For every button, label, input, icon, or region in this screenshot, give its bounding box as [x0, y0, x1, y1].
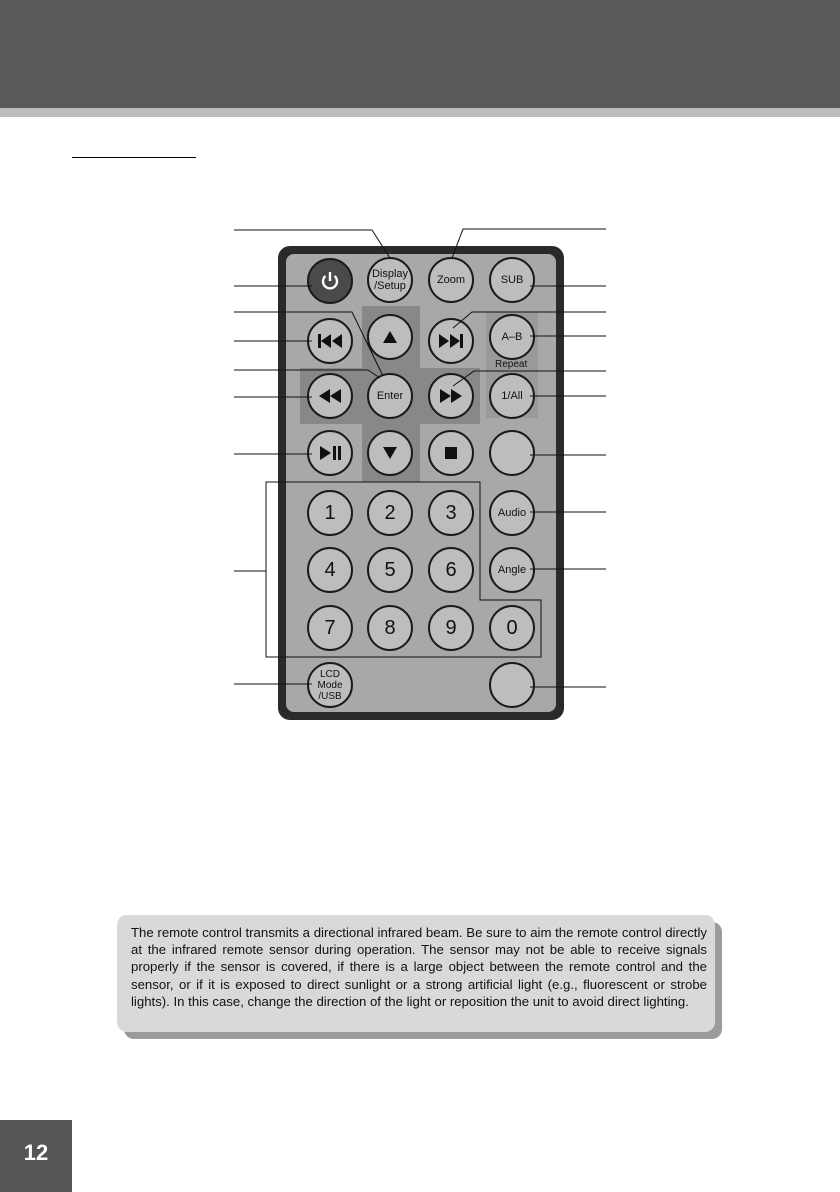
note-box — [117, 915, 715, 1032]
callout-bracket-number-keys — [266, 482, 541, 657]
digit-4-label: 4 — [324, 558, 336, 581]
digit-6-label: 6 — [445, 558, 457, 581]
angle-label: Angle — [497, 564, 527, 576]
page-number: 12 — [23, 1140, 49, 1165]
note-text: The remote control transmits a directional infrared beam. Be sure to aim the remote control directly at the infrared remote sensor during operation. The sensor may not be able to receive signals properly if the sensor is covered, if there is a large object between the remote control and the sensor, or if it is exposed to direct sunlight or a strong artificial light (e.g., fluorescent or strobe lights). In this case, change the direction of the light or reposition the unit to avoid direct lighting. — [131, 925, 707, 1009]
audio-label: Audio — [497, 507, 527, 519]
digit-9-label: 9 — [445, 616, 457, 639]
sub-label: SUB — [500, 274, 524, 286]
callout-line-enter — [234, 312, 383, 376]
digit-8-label: 8 — [384, 616, 396, 639]
zoom-label: Zoom — [436, 274, 466, 286]
callout-line-rewind-enter — [234, 370, 380, 378]
callout-line-display — [234, 230, 390, 258]
callout-line-fast-forward — [453, 371, 606, 386]
enter-label: Enter — [376, 390, 404, 402]
one-all-label: 1/All — [501, 390, 523, 402]
digit-3-label: 3 — [445, 501, 457, 524]
digit-7-label: 7 — [324, 616, 336, 639]
digit-0-label: 0 — [506, 616, 518, 639]
callout-line-zoom — [452, 229, 606, 258]
digit-5-label: 5 — [384, 558, 396, 581]
callout-line-skip-next — [453, 312, 606, 328]
digit-1-label: 1 — [324, 501, 336, 524]
digit-2-label: 2 — [384, 501, 396, 524]
display-setup-label: Display /Setup — [371, 268, 409, 292]
lcd-mode-usb-label: LCD Mode /USB — [317, 668, 343, 702]
a-b-label: A–B — [501, 331, 523, 343]
repeat-label: Repeat — [495, 359, 528, 370]
